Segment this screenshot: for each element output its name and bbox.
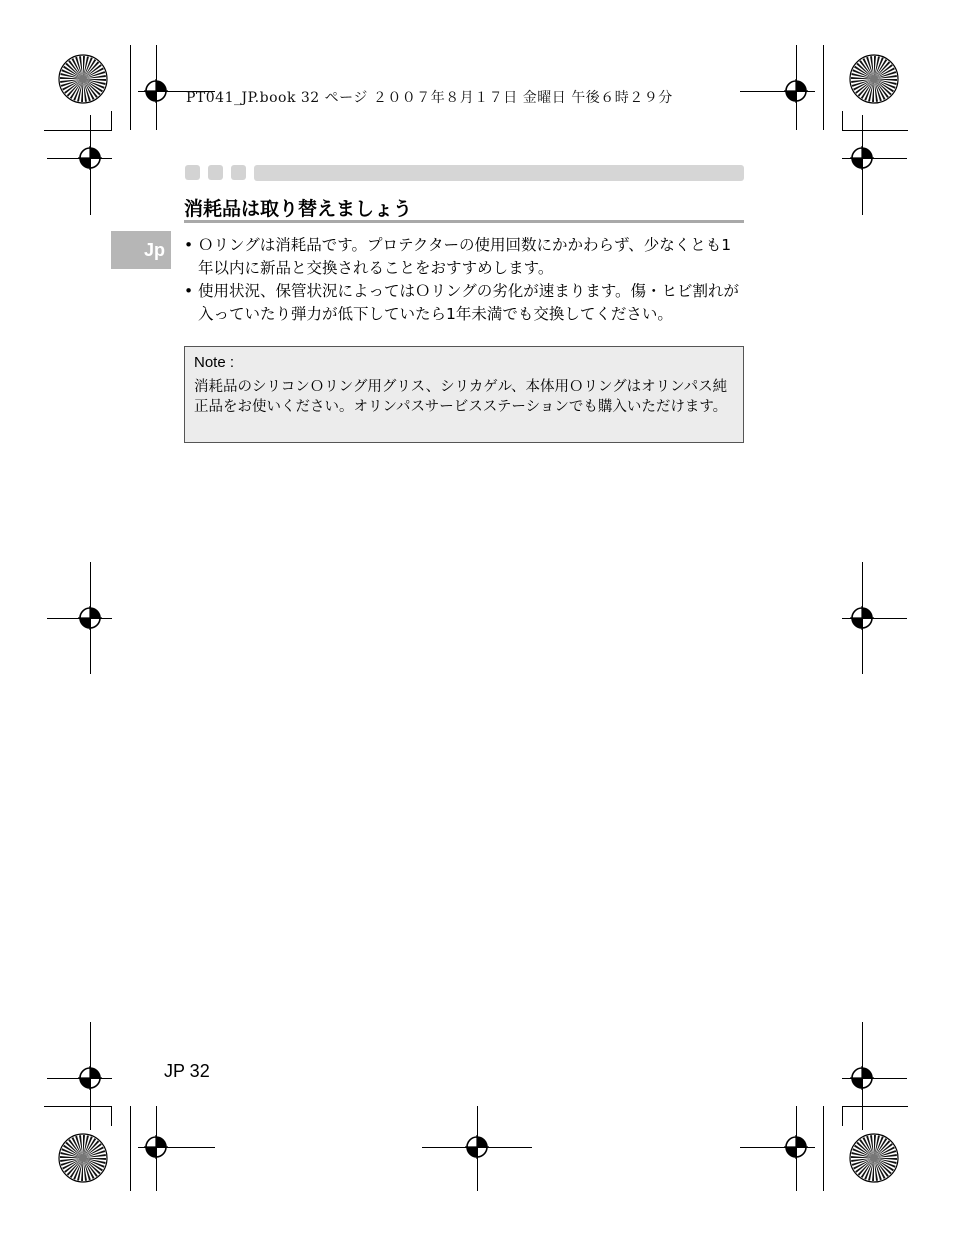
registration-mark-icon — [78, 1066, 102, 1090]
section-square — [208, 165, 223, 180]
section-square — [185, 165, 200, 180]
crop-line — [823, 1106, 824, 1191]
note-text: 消耗品のシリコンＯリング用グリス、シリカゲル、本体用Ｏリングはオリンパス純正品をお使いください。オリンパスサービスステーションでも購入いただけます。 — [194, 379, 728, 415]
list-item — [184, 234, 746, 280]
crop-line — [842, 1106, 843, 1126]
bullet-text: 使用状況、保管状況によってはＯリングの劣化が速まります。傷・ヒビ割れが入っていたり弾力が低下していたら1年未満でも交換してください。 — [198, 282, 739, 323]
crop-line — [44, 1106, 111, 1107]
registration-mark-icon — [465, 1135, 489, 1159]
starburst-mark-icon — [57, 53, 109, 105]
starburst-mark-icon — [848, 1132, 900, 1184]
registration-mark-icon — [784, 1135, 808, 1159]
language-tab: Jp — [111, 231, 171, 269]
bullet-icon: • — [184, 236, 194, 254]
page-number: JP 32 — [164, 1061, 210, 1081]
registration-mark-icon — [144, 79, 168, 103]
section-title: 消耗品は取り替えましょう — [184, 198, 413, 220]
note-box — [184, 346, 744, 443]
crop-line — [111, 1106, 112, 1126]
registration-mark-icon — [784, 79, 808, 103]
registration-mark-icon — [850, 1066, 874, 1090]
crop-line — [130, 1106, 131, 1191]
crop-line — [842, 130, 908, 131]
registration-mark-icon — [144, 1135, 168, 1159]
registration-mark-icon — [850, 146, 874, 170]
registration-mark-icon — [850, 606, 874, 630]
list-item — [184, 280, 746, 326]
title-underline — [184, 220, 744, 223]
starburst-mark-icon — [848, 53, 900, 105]
crop-line — [111, 111, 112, 131]
section-bar — [254, 165, 744, 181]
crop-line — [842, 111, 843, 131]
crop-line — [44, 130, 111, 131]
bullet-list — [184, 234, 746, 326]
starburst-mark-icon — [57, 1132, 109, 1184]
print-header-info: PT041_JP.book 32 ページ ２００７年８月１７日 金曜日 午後６時２９分 — [186, 90, 673, 106]
registration-mark-icon — [78, 606, 102, 630]
section-square — [231, 165, 246, 180]
note-label: Note : — [194, 354, 235, 371]
crop-line — [823, 45, 824, 130]
crop-line — [130, 45, 131, 130]
bullet-icon: • — [184, 282, 194, 300]
crop-line — [842, 1106, 908, 1107]
bullet-text: Ｏリングは消耗品です。プロテクターの使用回数にかかわらず、少なくとも1年以内に新品と交換されることをおすすめします。 — [198, 236, 732, 277]
registration-mark-icon — [78, 146, 102, 170]
